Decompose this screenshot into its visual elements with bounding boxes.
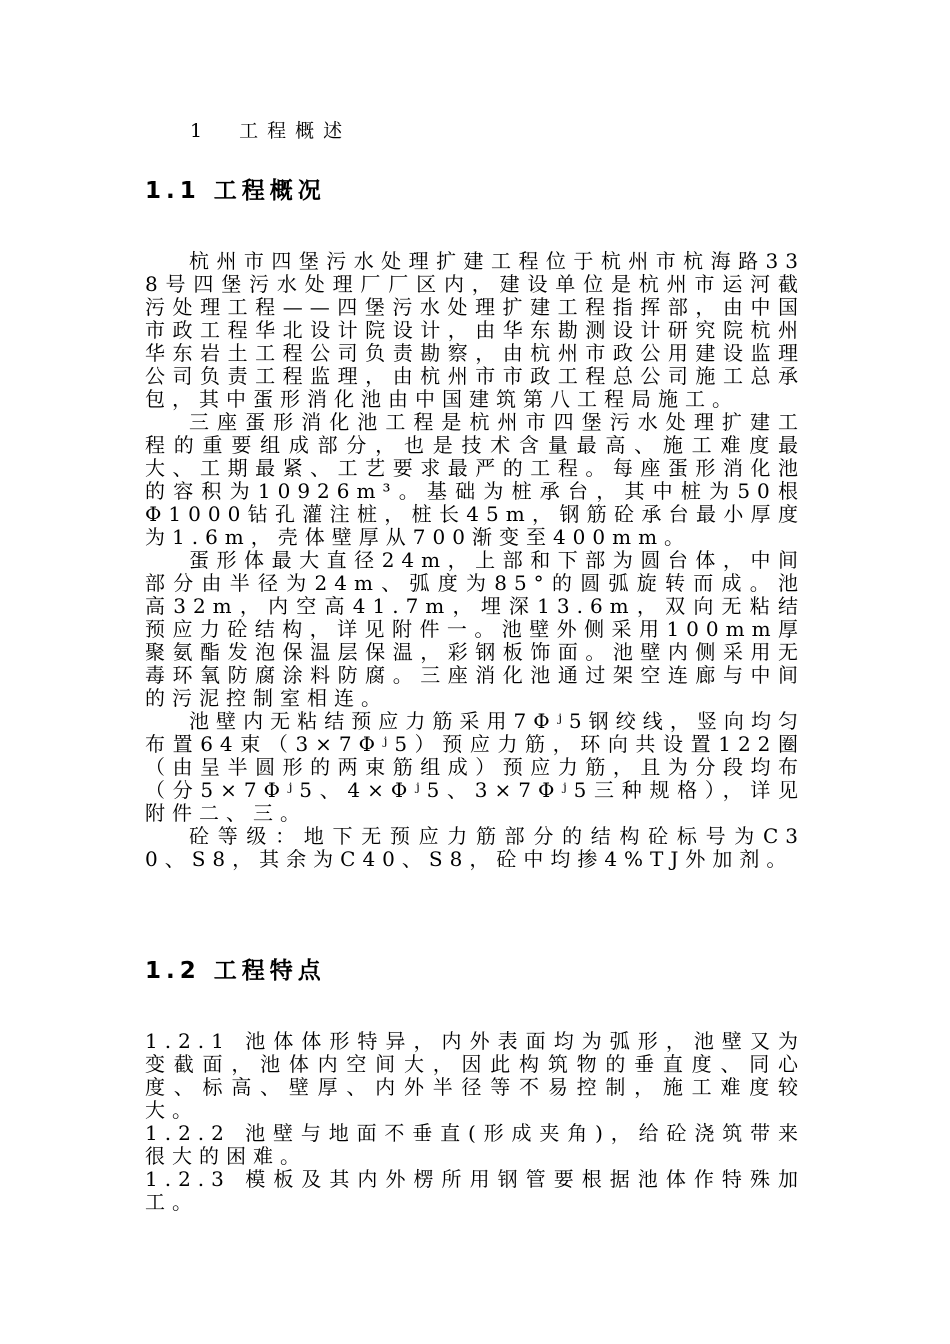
list-item: 1.2.3 模板及其内外楞所用钢管要根据池体作特殊加工。 [145,1167,805,1214]
chapter-title: 1 工程概述 [190,120,352,142]
paragraph: 三座蛋形消化池工程是杭州市四堡污水处理扩建工程的重要组成部分，也是技术含量最高、施工难度最大、工期最紧、工艺要求最严的工程。每座蛋形消化池的容积为10926m³。基础为桩承台，其中桩为50根Φ1000钻孔灌注桩，桩长45m，钢筋砼承台最小厚度为1.6m，壳体壁厚从700渐变至400mm。 [145,410,805,549]
section-heading-overview: 1.1 工程概况 [145,178,326,204]
paragraph: 池壁内无粘结预应力筋采用7Φʲ5钢绞线，竖向均匀布置64束（3×7Φʲ5）预应力筋，环向共设置122圈（由呈半圆形的两束筋组成）预应力筋，且为分段均布（分5×7Φʲ5、4×Φʲ5、3×7Φʲ5三种规格），详见附件二、三。 [145,709,805,825]
paragraph: 杭州市四堡污水处理扩建工程位于杭州市杭海路338号四堡污水处理厂厂区内，建设单位是杭州市运河截污处理工程——四堡污水处理扩建工程指挥部，由中国市政工程华北设计院设计，由华东勘测设计研究院杭州华东岩土工程公司负责勘察，由杭州市政公用建设监理公司负责工程监理，由杭州市市政工程总公司施工总承包，其中蛋形消化池由中国建筑第八工程局施工。 [145,249,805,411]
paragraph: 蛋形体最大直径24m，上部和下部为圆台体，中间部分由半径为24m、弧度为85°的圆弧旋转而成。池高32m，内空高41.7m，埋深13.6m，双向无粘结预应力砼结构，详见附件一。池壁外侧采用100mm厚聚氨酯发泡保温层保温，彩钢板饰面。池壁内侧采用无毒环氧防腐涂料防腐。三座消化池通过架空连廊与中间的污泥控制室相连。 [145,548,805,710]
section-body-overview [145,250,805,871]
paragraph: 砼等级：地下无预应力筋部分的结构砼标号为C30、S8，其余为C40、S8，砼中均掺4%TJ外加剂。 [145,824,805,871]
list-item: 1.2.1 池体体形特异，内外表面均为弧形，池壁又为变截面，池体内空间大，因此构筑物的垂直度、同心度、标高、壁厚、内外半径等不易控制，施工难度较大。 [145,1029,805,1122]
list-item: 1.2.2 池壁与地面不垂直(形成夹角)，给砼浇筑带来很大的困难。 [145,1121,805,1168]
section-heading-features: 1.2 工程特点 [145,958,326,984]
section-body-features [145,1030,805,1214]
